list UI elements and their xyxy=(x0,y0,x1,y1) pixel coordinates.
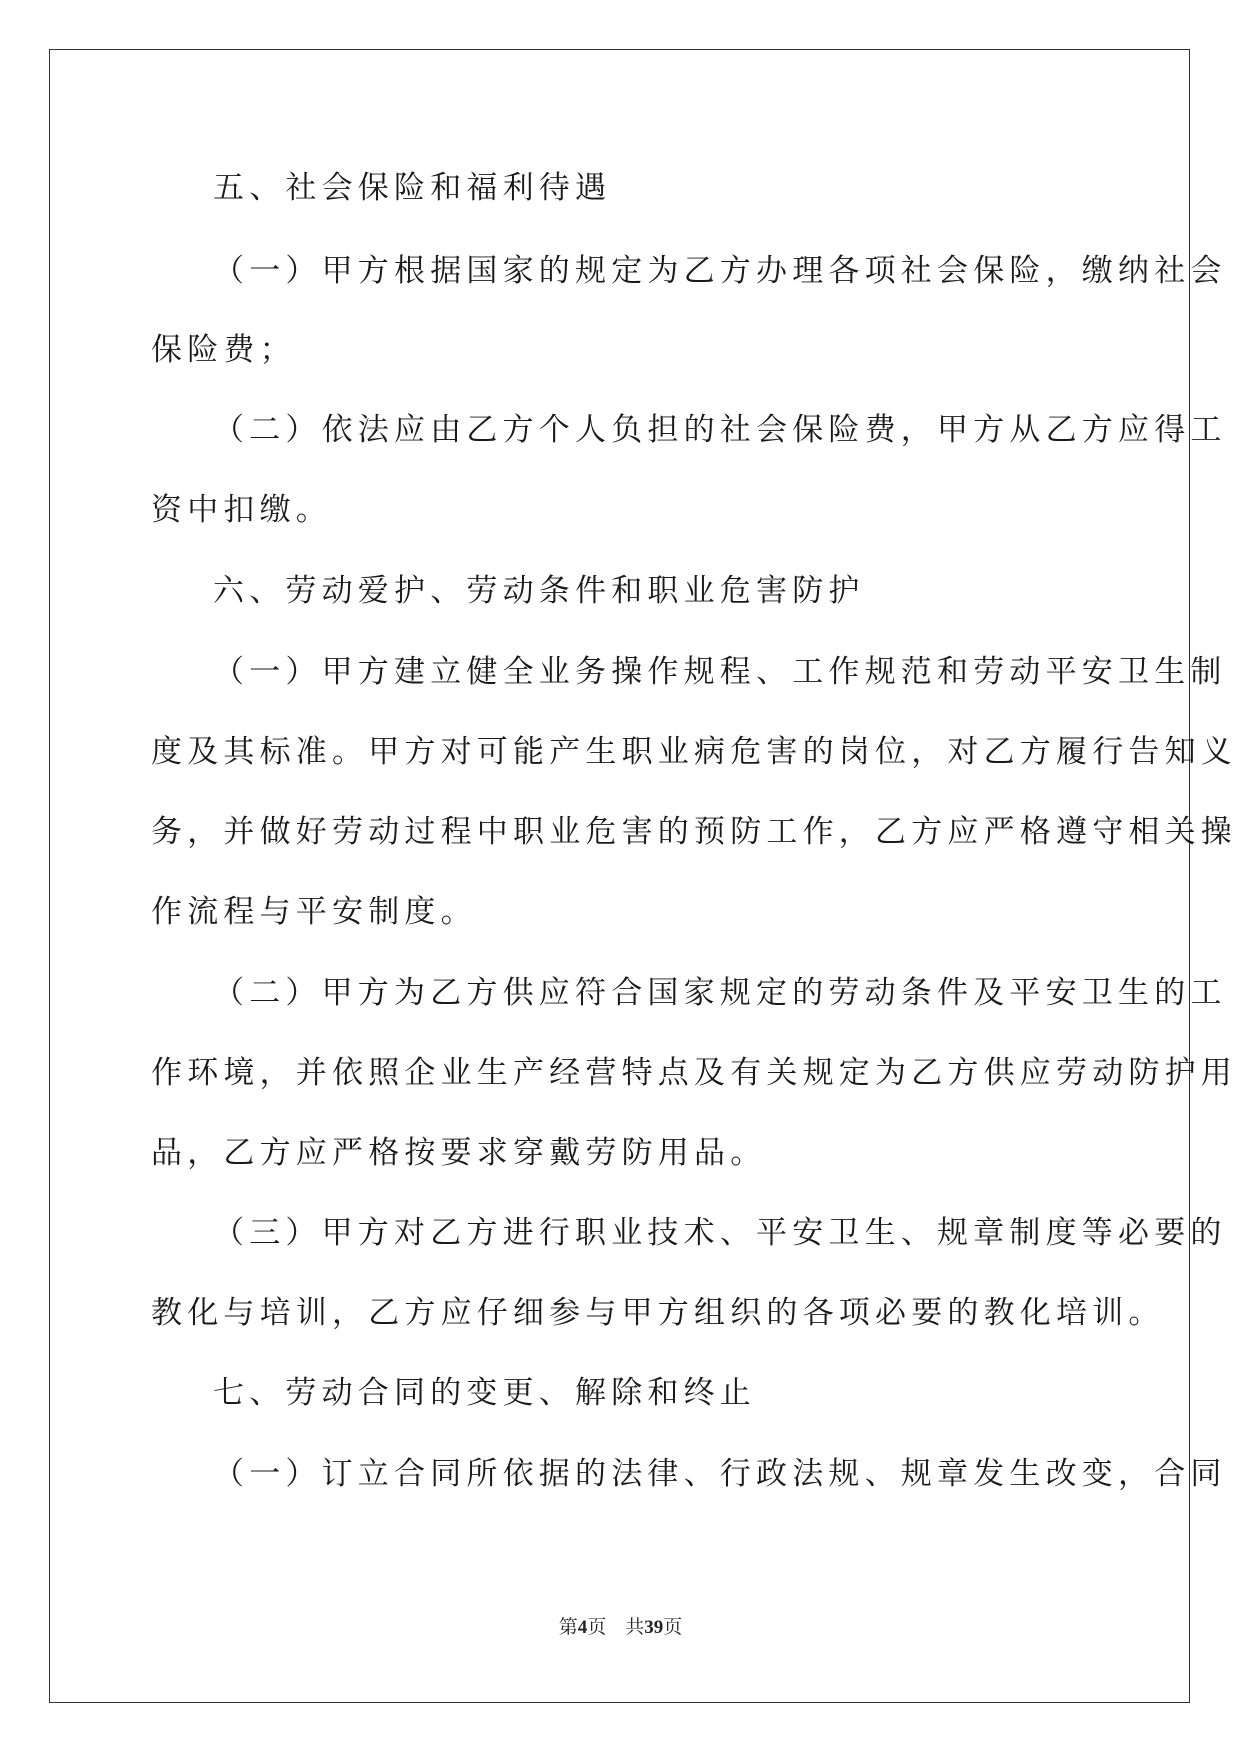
paragraph-line: 品，乙方应严格按要求穿戴劳防用品。 xyxy=(151,1135,767,1171)
paragraph-line: 作环境，并依照企业生产经营特点及有关规定为乙方供应劳动防护用 xyxy=(151,1055,1237,1091)
paragraph-line: （二）甲方为乙方供应符合国家规定的劳动条件及平安卫生的工 xyxy=(213,975,1227,1011)
paragraph-line: （三）甲方对乙方进行职业技术、平安卫生、规章制度等必要的 xyxy=(213,1215,1227,1251)
section-heading-7: 七、劳动合同的变更、解除和终止 xyxy=(213,1375,756,1411)
total-pages-number: 39 xyxy=(644,1617,664,1638)
paragraph-line: （二）依法应由乙方个人负担的社会保险费，甲方从乙方应得工 xyxy=(213,412,1227,448)
paragraph-line: 教化与培训，乙方应仔细参与甲方组织的各项必要的教化培训。 xyxy=(151,1295,1165,1331)
current-page-number: 4 xyxy=(577,1617,588,1638)
paragraph-line: 度及其标准。甲方对可能产生职业病危害的岗位，对乙方履行告知义 xyxy=(151,734,1237,770)
page-footer xyxy=(0,1612,1241,1639)
footer-total-suffix: 页 xyxy=(663,1617,683,1638)
paragraph-line: 务，并做好劳动过程中职业危害的预防工作，乙方应严格遵守相关操 xyxy=(151,814,1237,850)
footer-page-suffix: 页 xyxy=(587,1617,607,1638)
paragraph-line: （一）订立合同所依据的法律、行政法规、规章发生改变，合同 xyxy=(213,1456,1227,1492)
footer-prefix: 第 xyxy=(558,1617,578,1638)
page-border xyxy=(49,49,1190,1703)
paragraph-line: （一）甲方建立健全业务操作规程、工作规范和劳动平安卫生制 xyxy=(213,654,1227,690)
section-heading-6: 六、劳动爱护、劳动条件和职业危害防护 xyxy=(213,573,865,609)
footer-total-prefix: 共 xyxy=(625,1617,645,1638)
paragraph-line: 作流程与平安制度。 xyxy=(151,894,477,930)
paragraph-line: 资中扣缴。 xyxy=(151,492,332,528)
section-heading-5: 五、社会保险和福利待遇 xyxy=(213,170,612,206)
paragraph-line: 保险费； xyxy=(151,332,296,368)
paragraph-line: （一）甲方根据国家的规定为乙方办理各项社会保险，缴纳社会 xyxy=(213,253,1227,289)
